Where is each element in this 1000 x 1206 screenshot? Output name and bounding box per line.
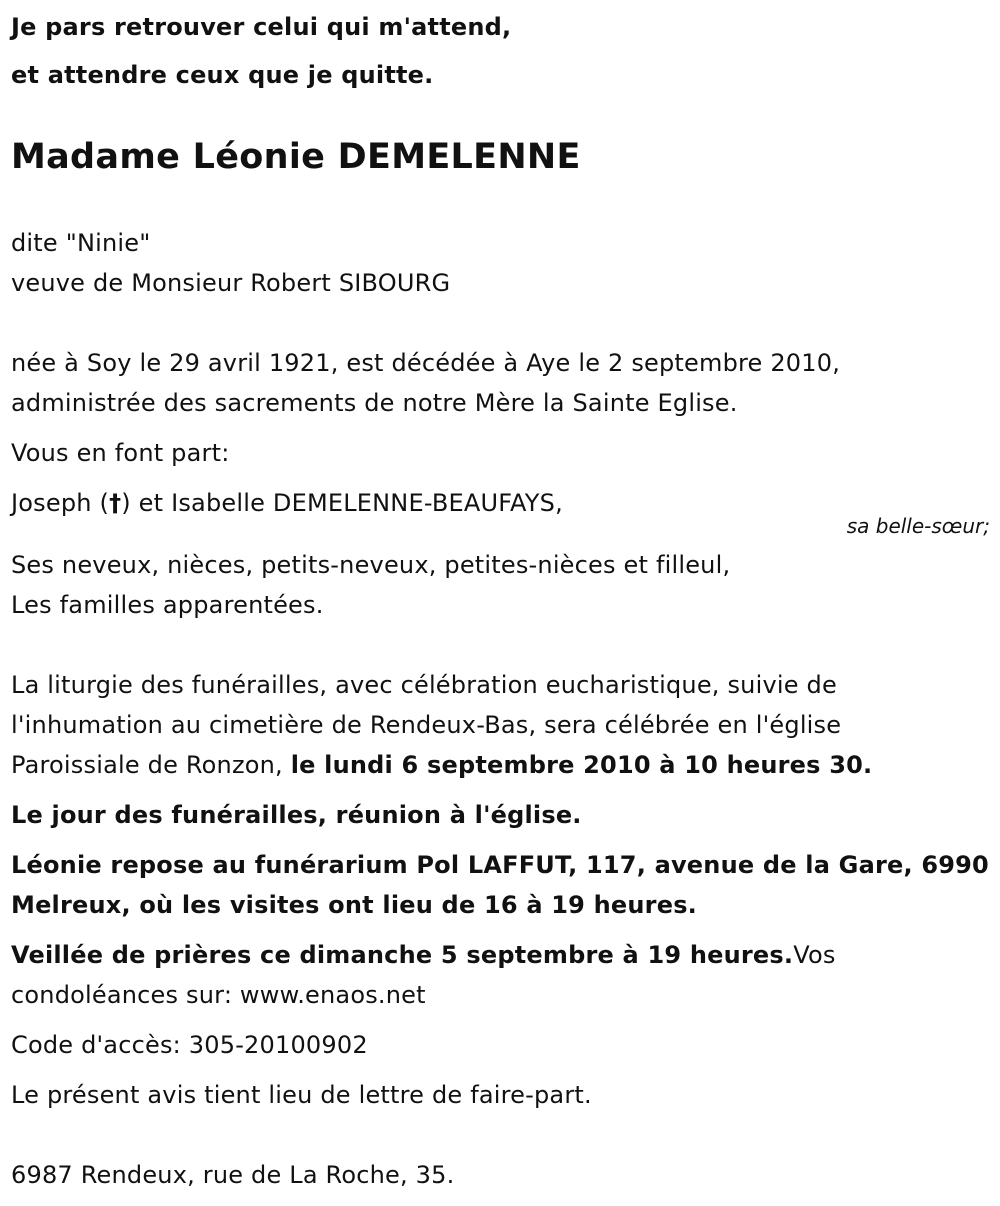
relation-note: sa belle-sœur;	[846, 514, 990, 538]
funeral-line-3-plain: Paroissiale de Ronzon,	[11, 751, 291, 779]
relatives-line-2: Les familles apparentées.	[11, 591, 324, 619]
relatives-line-1: Ses neveux, nièces, petits-neveux, petites-nièces et filleul,	[11, 551, 731, 579]
birth-death-line-1: née à Soy le 29 avril 1921, est décédée à Aye le 2 septembre 2010,	[11, 349, 841, 377]
condolences-line: condoléances sur: www.enaos.net	[11, 981, 426, 1009]
deceased-name: Madame Léonie DEMELENNE	[11, 137, 581, 177]
vigil-plain: Vos	[793, 941, 836, 969]
widow-of: veuve de Monsieur Robert SIBOURG	[11, 269, 451, 297]
vigil-line	[11, 940, 836, 970]
meeting-note: Le jour des funérailles, réunion à l'église.	[11, 801, 582, 829]
access-code: Code d'accès: 305-20100902	[11, 1031, 368, 1059]
birth-death-line-2: administrée des sacrements de notre Mère la Sainte Eglise.	[11, 389, 738, 417]
notice-line: Le présent avis tient lieu de lettre de faire-part.	[11, 1081, 592, 1109]
funeral-line-1: La liturgie des funérailles, avec célébration eucharistique, suivie de	[11, 671, 837, 699]
nickname: dite "Ninie"	[11, 229, 151, 257]
vigil-bold: Veillée de prières ce dimanche 5 septembre à 19 heures.	[11, 941, 794, 969]
family-line	[11, 488, 563, 518]
quote-line-2: et attendre ceux que je quitte.	[11, 61, 434, 89]
quote-line-1: Je pars retrouver celui qui m'attend,	[11, 13, 512, 41]
address: 6987 Rendeux, rue de La Roche, 35.	[11, 1161, 455, 1189]
family-prefix: Joseph (	[11, 489, 110, 517]
funeral-line-2: l'inhumation au cimetière de Rendeux-Bas, sera célébrée en l'église	[11, 711, 842, 739]
repose-line-1: Léonie repose au funérarium Pol LAFFUT, 117, avenue de la Gare, 6990	[11, 851, 989, 879]
repose-line-2: Melreux, où les visites ont lieu de 16 à 19 heures.	[11, 891, 697, 919]
dagger-icon: †	[109, 489, 122, 517]
funeral-date: le lundi 6 septembre 2010 à 10 heures 30.	[290, 751, 873, 779]
announcement-intro: Vous en font part:	[11, 439, 230, 467]
funeral-line-3	[11, 750, 872, 780]
family-suffix: ) et Isabelle DEMELENNE-BEAUFAYS,	[121, 489, 563, 517]
